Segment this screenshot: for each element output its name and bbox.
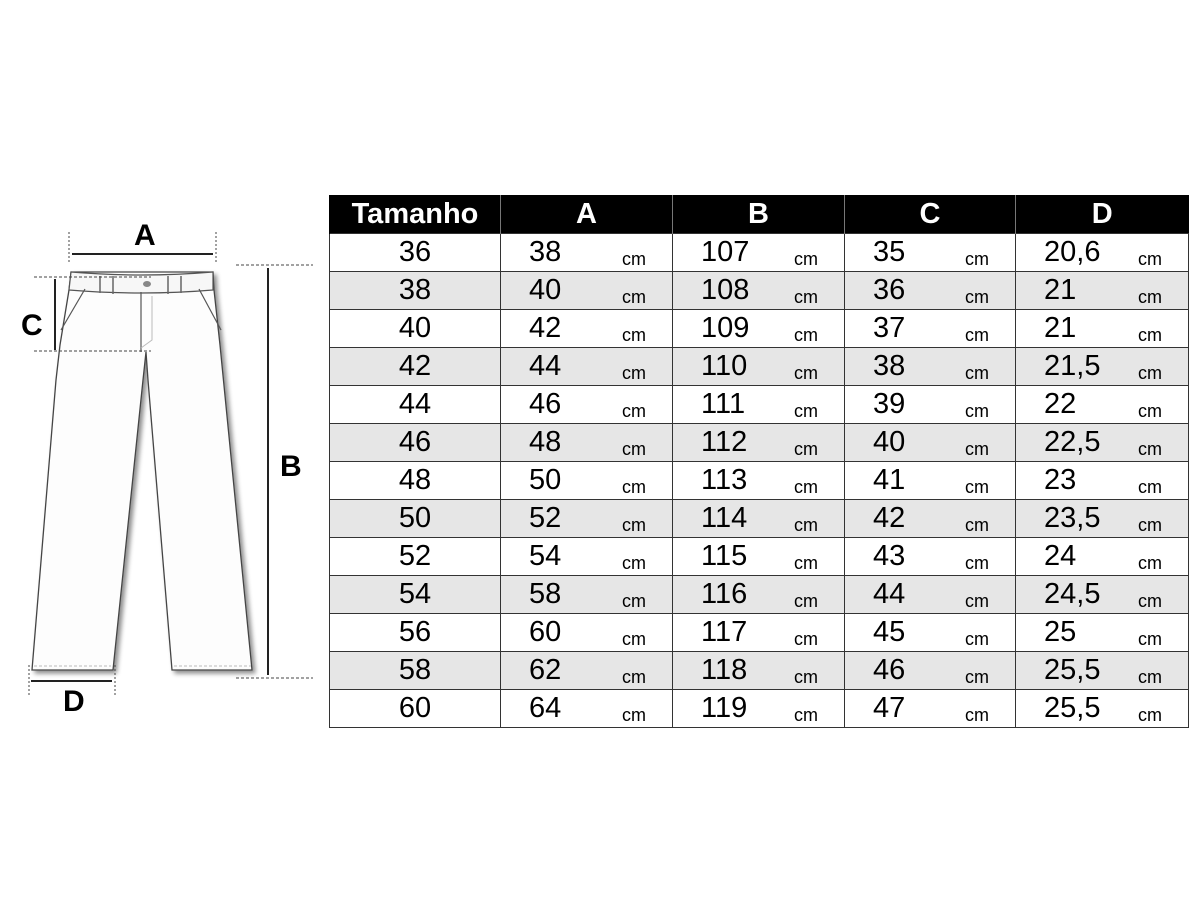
size-cell bbox=[330, 424, 501, 462]
measure-value: 36 bbox=[873, 274, 906, 306]
unit-label: cm bbox=[622, 705, 646, 725]
size-value: 40 bbox=[398, 312, 432, 344]
unit-label: cm bbox=[1138, 667, 1162, 687]
measure-cell-c bbox=[845, 614, 1016, 652]
unit-label: cm bbox=[794, 249, 818, 269]
unit-label: cm bbox=[965, 249, 989, 269]
unit-label: cm bbox=[1138, 553, 1162, 573]
measure-cell-a bbox=[501, 462, 673, 500]
measure-cell-b bbox=[673, 614, 845, 652]
measure-cell-a bbox=[501, 424, 673, 462]
measure-value: 113 bbox=[701, 464, 748, 496]
unit-label: cm bbox=[794, 477, 818, 497]
measure-value: 114 bbox=[701, 502, 748, 534]
unit-label: cm bbox=[622, 363, 646, 383]
pants-diagram bbox=[0, 0, 330, 898]
measure-cell-b bbox=[673, 424, 845, 462]
size-value: 42 bbox=[398, 350, 432, 382]
size-cell bbox=[330, 538, 501, 576]
table-row bbox=[330, 576, 1189, 614]
size-cell bbox=[330, 576, 501, 614]
measure-value: 38 bbox=[873, 350, 906, 382]
measure-cell-d bbox=[1016, 500, 1189, 538]
size-value: 50 bbox=[398, 502, 432, 534]
unit-label: cm bbox=[965, 705, 989, 725]
measure-value: 119 bbox=[701, 692, 748, 724]
dimension-label-d: D bbox=[63, 685, 85, 718]
measure-cell-b bbox=[673, 652, 845, 690]
size-cell bbox=[330, 500, 501, 538]
measure-cell-d bbox=[1016, 272, 1189, 310]
measure-value: 60 bbox=[529, 616, 562, 648]
unit-label: cm bbox=[965, 477, 989, 497]
size-value: 44 bbox=[398, 388, 432, 420]
measure-cell-c bbox=[845, 348, 1016, 386]
measure-value: 117 bbox=[701, 616, 748, 648]
table-row bbox=[330, 652, 1189, 690]
measure-cell-a bbox=[501, 310, 673, 348]
measure-cell-d bbox=[1016, 652, 1189, 690]
measure-value: 54 bbox=[529, 540, 562, 572]
measure-cell-a bbox=[501, 538, 673, 576]
size-cell bbox=[330, 310, 501, 348]
size-cell bbox=[330, 462, 501, 500]
measure-value: 22,5 bbox=[1044, 426, 1101, 458]
unit-label: cm bbox=[1138, 287, 1162, 307]
table-row bbox=[330, 234, 1189, 272]
measure-cell-b bbox=[673, 576, 845, 614]
unit-label: cm bbox=[1138, 249, 1162, 269]
measure-cell-b bbox=[673, 310, 845, 348]
measure-cell-b bbox=[673, 234, 845, 272]
measure-value: 52 bbox=[529, 502, 562, 534]
size-cell bbox=[330, 272, 501, 310]
unit-label: cm bbox=[965, 439, 989, 459]
measure-cell-c bbox=[845, 272, 1016, 310]
measure-value: 21,5 bbox=[1044, 350, 1101, 382]
unit-label: cm bbox=[622, 591, 646, 611]
measure-value: 25,5 bbox=[1044, 692, 1101, 724]
table-row bbox=[330, 272, 1189, 310]
unit-label: cm bbox=[1138, 401, 1162, 421]
unit-label: cm bbox=[1138, 363, 1162, 383]
measure-cell-d bbox=[1016, 348, 1189, 386]
measure-value: 38 bbox=[529, 236, 562, 268]
unit-label: cm bbox=[794, 325, 818, 345]
unit-label: cm bbox=[1138, 477, 1162, 497]
measure-value: 118 bbox=[701, 654, 748, 686]
measure-value: 111 bbox=[701, 388, 746, 420]
header-a: A bbox=[501, 195, 673, 234]
measure-cell-c bbox=[845, 386, 1016, 424]
measure-cell-d bbox=[1016, 614, 1189, 652]
table-row bbox=[330, 424, 1189, 462]
measure-cell-a bbox=[501, 652, 673, 690]
size-value: 60 bbox=[398, 692, 432, 724]
measure-value: 46 bbox=[529, 388, 562, 420]
measure-cell-d bbox=[1016, 386, 1189, 424]
measure-cell-c bbox=[845, 690, 1016, 728]
measure-value: 110 bbox=[701, 350, 748, 382]
measure-value: 22 bbox=[1044, 388, 1077, 420]
measure-value: 25,5 bbox=[1044, 654, 1101, 686]
unit-label: cm bbox=[794, 401, 818, 421]
unit-label: cm bbox=[965, 629, 989, 649]
unit-label: cm bbox=[622, 553, 646, 573]
measure-cell-c bbox=[845, 234, 1016, 272]
unit-label: cm bbox=[965, 287, 989, 307]
size-value: 48 bbox=[398, 464, 432, 496]
measure-value: 39 bbox=[873, 388, 906, 420]
measure-cell-a bbox=[501, 348, 673, 386]
measure-cell-c bbox=[845, 500, 1016, 538]
measure-cell-b bbox=[673, 386, 845, 424]
header-d: D bbox=[1016, 195, 1189, 234]
measure-value: 24,5 bbox=[1044, 578, 1101, 610]
measure-value: 47 bbox=[873, 692, 906, 724]
measure-value: 42 bbox=[529, 312, 562, 344]
unit-label: cm bbox=[965, 667, 989, 687]
table-row bbox=[330, 310, 1189, 348]
measure-cell-c bbox=[845, 424, 1016, 462]
measure-value: 45 bbox=[873, 616, 906, 648]
size-value: 58 bbox=[398, 654, 432, 686]
table-row bbox=[330, 500, 1189, 538]
unit-label: cm bbox=[794, 287, 818, 307]
size-value: 52 bbox=[398, 540, 432, 572]
measure-cell-b bbox=[673, 538, 845, 576]
size-value: 54 bbox=[398, 578, 432, 610]
header-b: B bbox=[673, 195, 845, 234]
unit-label: cm bbox=[794, 363, 818, 383]
size-value: 46 bbox=[398, 426, 432, 458]
pants-illustration-icon bbox=[0, 0, 330, 898]
measure-cell-c bbox=[845, 576, 1016, 614]
measure-value: 23,5 bbox=[1044, 502, 1101, 534]
unit-label: cm bbox=[622, 439, 646, 459]
header-size: Tamanho bbox=[330, 195, 501, 234]
measure-value: 35 bbox=[873, 236, 906, 268]
unit-label: cm bbox=[1138, 325, 1162, 345]
unit-label: cm bbox=[794, 439, 818, 459]
table-row bbox=[330, 462, 1189, 500]
measure-value: 25 bbox=[1044, 616, 1077, 648]
measure-value: 44 bbox=[873, 578, 906, 610]
unit-label: cm bbox=[1138, 629, 1162, 649]
table-row bbox=[330, 386, 1189, 424]
measure-value: 48 bbox=[529, 426, 562, 458]
dimension-label-a: A bbox=[134, 219, 156, 252]
unit-label: cm bbox=[965, 363, 989, 383]
measure-value: 44 bbox=[529, 350, 562, 382]
size-chart-table bbox=[329, 195, 1189, 728]
unit-label: cm bbox=[622, 325, 646, 345]
table-row bbox=[330, 538, 1189, 576]
unit-label: cm bbox=[622, 667, 646, 687]
unit-label: cm bbox=[794, 705, 818, 725]
measure-cell-b bbox=[673, 272, 845, 310]
measure-cell-c bbox=[845, 462, 1016, 500]
unit-label: cm bbox=[965, 401, 989, 421]
measure-value: 21 bbox=[1044, 274, 1077, 306]
measure-value: 21 bbox=[1044, 312, 1077, 344]
unit-label: cm bbox=[1138, 439, 1162, 459]
unit-label: cm bbox=[794, 553, 818, 573]
size-cell bbox=[330, 348, 501, 386]
measure-value: 107 bbox=[701, 236, 750, 268]
measure-value: 42 bbox=[873, 502, 906, 534]
unit-label: cm bbox=[622, 401, 646, 421]
measure-value: 109 bbox=[701, 312, 750, 344]
unit-label: cm bbox=[965, 515, 989, 535]
measure-cell-d bbox=[1016, 310, 1189, 348]
unit-label: cm bbox=[622, 249, 646, 269]
measure-value: 108 bbox=[701, 274, 750, 306]
header-c: C bbox=[845, 195, 1016, 234]
measure-value: 115 bbox=[701, 540, 748, 572]
unit-label: cm bbox=[622, 477, 646, 497]
measure-cell-b bbox=[673, 500, 845, 538]
size-value: 38 bbox=[398, 274, 432, 306]
measure-cell-d bbox=[1016, 234, 1189, 272]
measure-cell-b bbox=[673, 348, 845, 386]
measure-cell-d bbox=[1016, 576, 1189, 614]
size-cell bbox=[330, 690, 501, 728]
dimension-label-c: C bbox=[21, 309, 43, 342]
measure-value: 20,6 bbox=[1044, 236, 1101, 268]
unit-label: cm bbox=[1138, 591, 1162, 611]
measure-cell-a bbox=[501, 386, 673, 424]
measure-cell-c bbox=[845, 310, 1016, 348]
unit-label: cm bbox=[794, 515, 818, 535]
unit-label: cm bbox=[794, 667, 818, 687]
size-cell bbox=[330, 614, 501, 652]
dimension-label-b: B bbox=[280, 450, 302, 483]
measure-value: 43 bbox=[873, 540, 906, 572]
measure-value: 62 bbox=[529, 654, 562, 686]
unit-label: cm bbox=[622, 515, 646, 535]
table-header-row bbox=[330, 195, 1189, 234]
unit-label: cm bbox=[794, 591, 818, 611]
measure-cell-a bbox=[501, 272, 673, 310]
table-row bbox=[330, 690, 1189, 728]
measure-cell-d bbox=[1016, 462, 1189, 500]
size-cell bbox=[330, 386, 501, 424]
unit-label: cm bbox=[622, 287, 646, 307]
unit-label: cm bbox=[965, 325, 989, 345]
measure-cell-d bbox=[1016, 424, 1189, 462]
table-row bbox=[330, 614, 1189, 652]
measure-cell-a bbox=[501, 500, 673, 538]
measure-cell-b bbox=[673, 690, 845, 728]
table-row bbox=[330, 348, 1189, 386]
unit-label: cm bbox=[1138, 515, 1162, 535]
measure-value: 37 bbox=[873, 312, 906, 344]
measure-value: 64 bbox=[529, 692, 562, 724]
measure-cell-a bbox=[501, 614, 673, 652]
size-cell bbox=[330, 652, 501, 690]
size-value: 56 bbox=[398, 616, 432, 648]
measure-cell-a bbox=[501, 234, 673, 272]
measure-cell-a bbox=[501, 576, 673, 614]
measure-value: 46 bbox=[873, 654, 906, 686]
measure-value: 116 bbox=[701, 578, 748, 610]
unit-label: cm bbox=[794, 629, 818, 649]
measure-cell-a bbox=[501, 690, 673, 728]
measure-cell-d bbox=[1016, 690, 1189, 728]
measure-cell-b bbox=[673, 462, 845, 500]
measure-value: 24 bbox=[1044, 540, 1077, 572]
measure-value: 112 bbox=[701, 426, 748, 458]
measure-value: 50 bbox=[529, 464, 562, 496]
unit-label: cm bbox=[1138, 705, 1162, 725]
unit-label: cm bbox=[622, 629, 646, 649]
size-cell bbox=[330, 234, 501, 272]
measure-cell-d bbox=[1016, 538, 1189, 576]
unit-label: cm bbox=[965, 553, 989, 573]
size-value: 36 bbox=[398, 236, 432, 268]
measure-value: 23 bbox=[1044, 464, 1077, 496]
measure-cell-c bbox=[845, 652, 1016, 690]
measure-value: 58 bbox=[529, 578, 562, 610]
measure-value: 41 bbox=[873, 464, 906, 496]
measure-cell-c bbox=[845, 538, 1016, 576]
unit-label: cm bbox=[965, 591, 989, 611]
measure-value: 40 bbox=[529, 274, 562, 306]
measure-value: 40 bbox=[873, 426, 906, 458]
